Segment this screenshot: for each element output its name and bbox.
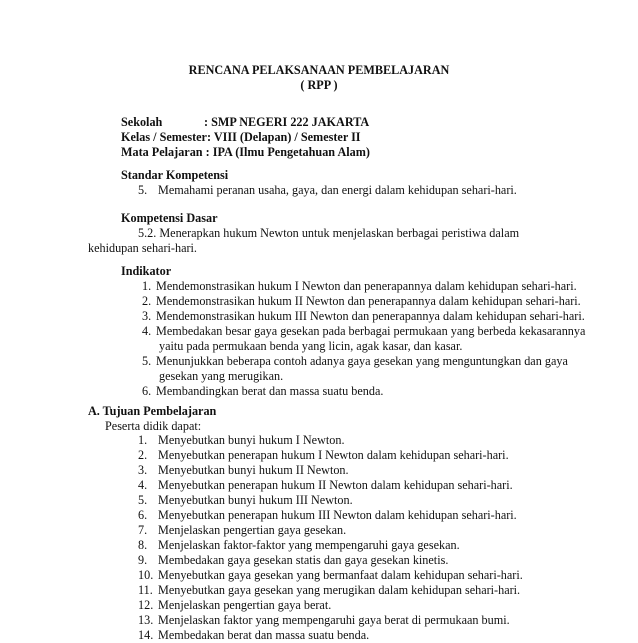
- kompetensi-dasar-line2: kehidupan sehari-hari.: [88, 241, 197, 255]
- sekolah-value: : SMP NEGERI 222 JAKARTA: [204, 115, 370, 129]
- tujuan-item: 1. Menyebutkan bunyi hukum I Newton.: [138, 433, 345, 447]
- standar-kompetensi-text: Memahami peranan usaha, gaya, dan energi dalam kehidupan sehari-hari.: [158, 183, 517, 197]
- indikator-item: 4. Membedakan besar gaya gesekan pada berbagai permukaan yang berbeda kekasarannya: [142, 324, 586, 338]
- indikator-item: 2. Mendemonstrasikan hukum II Newton dan penerapannya dalam kehidupan sehari-hari.: [142, 294, 581, 308]
- indikator-item: 6. Membandingkan berat dan massa suatu benda.: [142, 384, 384, 398]
- tujuan-item: 8. Menjelaskan faktor-faktor yang mempengaruhi gaya gesekan.: [138, 538, 460, 552]
- standar-kompetensi-number: 5.: [138, 183, 148, 197]
- tujuan-item: 6. Menyebutkan penerapan hukum III Newton dalam kehidupan sehari-hari.: [138, 508, 517, 522]
- document-title: RENCANA PELAKSANAAN PEMBELAJARAN: [188, 63, 450, 77]
- mapel-row: [121, 145, 370, 160]
- indikator-item-continuation: gesekan yang merugikan.: [159, 369, 284, 383]
- mapel-value: : IPA (Ilmu Pengetahuan Alam): [202, 145, 370, 159]
- tujuan-item: 4. Menyebutkan penerapan hukum II Newton dalam kehidupan sehari-hari.: [138, 478, 513, 492]
- indikator-item-continuation: yaitu pada permukaan benda yang licin, agak kasar, dan kasar.: [159, 339, 463, 353]
- kelas-label: Kelas / Semester: [121, 130, 207, 144]
- sekolah-row: [121, 115, 369, 130]
- tujuan-item: 12. Menjelaskan pengertian gaya berat.: [138, 598, 332, 612]
- tujuan-intro: Peserta didik dapat:: [105, 419, 202, 433]
- kelas-value: : VIII (Delapan) / Semester II: [206, 130, 361, 144]
- tujuan-item: 3. Menyebutkan bunyi hukum II Newton.: [138, 463, 349, 477]
- indikator-item: 3. Mendemonstrasikan hukum III Newton dan penerapannya dalam kehidupan sehari-hari.: [142, 309, 585, 323]
- tujuan-item: 14. Membedakan berat dan massa suatu benda.: [138, 628, 370, 642]
- kompetensi-dasar-line1: 5.2. Menerapkan hukum Newton untuk menjelaskan berbagai peristiwa dalam: [138, 226, 520, 240]
- tujuan-item: 10. Menyebutkan gaya gesekan yang bermanfaat dalam kehidupan sehari-hari.: [138, 568, 523, 582]
- kelas-row: [121, 130, 361, 145]
- sekolah-label: Sekolah: [121, 115, 163, 129]
- indikator-heading: Indikator: [121, 264, 172, 278]
- tujuan-item: 13. Menjelaskan faktor yang mempengaruhi gaya berat di permukaan bumi.: [138, 613, 510, 627]
- mapel-label: Mata Pelajaran: [121, 145, 203, 159]
- tujuan-item: 5. Menyebutkan bunyi hukum III Newton.: [138, 493, 353, 507]
- tujuan-item: 9. Membedakan gaya gesekan statis dan gaya gesekan kinetis.: [138, 553, 449, 567]
- indikator-item: 1. Mendemonstrasikan hukum I Newton dan penerapannya dalam kehidupan sehari-hari.: [142, 279, 577, 293]
- tujuan-item: 2. Menyebutkan penerapan hukum I Newton dalam kehidupan sehari-hari.: [138, 448, 509, 462]
- indikator-item: 5. Menunjukkan beberapa contoh adanya gaya gesekan yang menguntungkan dan gaya: [142, 354, 568, 368]
- tujuan-heading: A. Tujuan Pembelajaran: [88, 404, 217, 418]
- document-subtitle: ( RPP ): [300, 78, 338, 92]
- kompetensi-dasar-heading: Kompetensi Dasar: [121, 211, 218, 225]
- standar-kompetensi-item: [138, 183, 517, 198]
- tujuan-item: 11. Menyebutkan gaya gesekan yang merugikan dalam kehidupan sehari-hari.: [138, 583, 521, 597]
- tujuan-item: 7. Menjelaskan pengertian gaya gesekan.: [138, 523, 347, 537]
- standar-kompetensi-heading: Standar Kompetensi: [121, 168, 229, 182]
